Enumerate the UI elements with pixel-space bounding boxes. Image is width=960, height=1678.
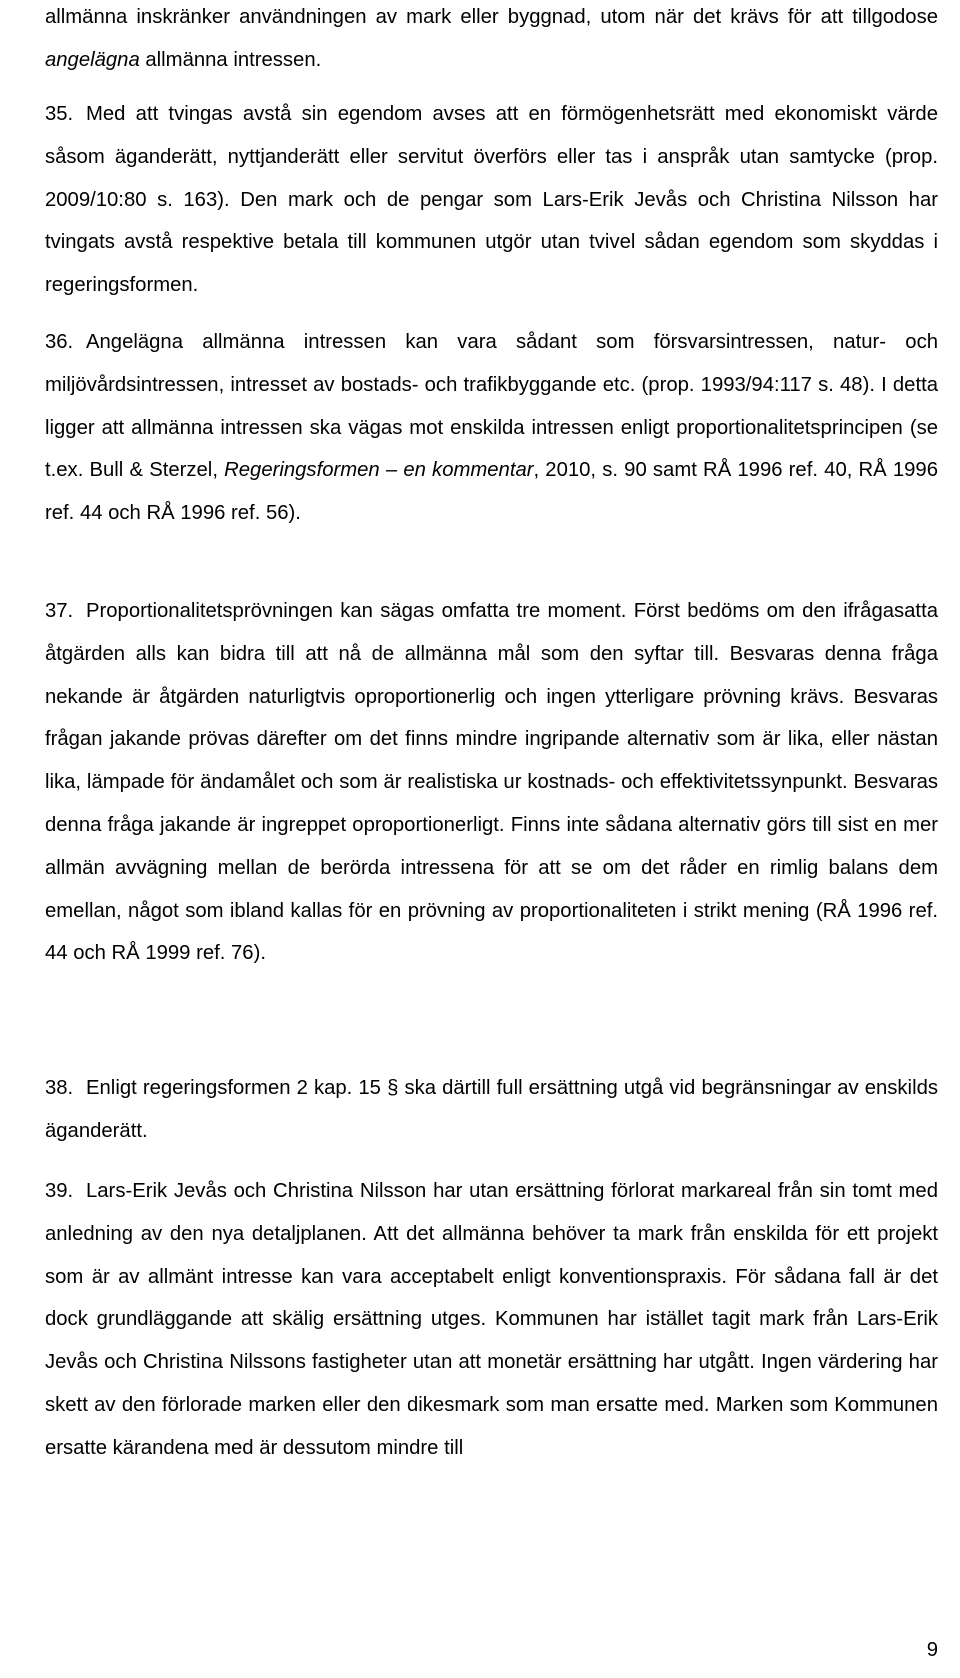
intro-text: allmänna inskränker användningen av mark eller byggnad, utom när det krävs för att tillgodose — [45, 6, 938, 28]
paragraph-number: 36. — [45, 331, 74, 353]
book-title-italic: Regeringsformen – en kommentar — [224, 459, 534, 482]
paragraph-text-continued: , 2010, s. 90 samt RÅ 1996 ref. 40, RÅ 1996 ref. 44 och RÅ 1996 ref. 56). — [45, 459, 938, 525]
paragraph-text: Proportionalitetsprövningen kan sägas omfatta tre moment. Först bedöms om den ifrågasatta åtgärden alls kan bidra till att nå de allmänna mål som den syftar till. Besvaras denna fråga nekande är åtgärden naturligtvis oproportionerlig och ingen ytterligare prövning krävs. Besvaras frågan jakande prövas därefter om det finns mindre ingripande alternativ som är lika, eller nästan lika, lämpade för ändamålet och som är realistiska ur kostnads- och effektivitetssynpunkt. Besvaras denna fråga jakande är ingreppet oproportionerligt. Finns inte sådana alternativ görs till sist en mer allmän avvägning mellan de berörda intressena för att se om det råder en rimlig balans dem emellan, något som ibland kallas för en prövning av proportionaliteten i strikt mening (RÅ 1996 ref. 44 och RÅ 1999 ref. 76). — [45, 600, 938, 965]
paragraph-38 — [45, 1067, 938, 1153]
intro-italic-text: angelägna — [45, 48, 140, 71]
paragraph-39 — [45, 1170, 938, 1470]
paragraph-number: 37. — [45, 600, 74, 622]
paragraph-number: 35. — [45, 103, 74, 125]
paragraph-number: 39. — [45, 1180, 74, 1202]
paragraph-text: Med att tvingas avstå sin egendom avses att en förmögenhetsrätt med ekonomiskt värde såsom äganderätt, nyttjanderätt eller servitut överförs eller tas i anspråk utan samtycke (prop. 2009/10:80 s. 163). Den mark och de pengar som Lars-Erik Jevås och Christina Nilsson har tvingats avstå respektive betala till kommunen utgör utan tvivel sådan egendom som skyddas i regeringsformen. — [45, 103, 938, 297]
paragraph-text: Enligt regeringsformen 2 kap. 15 § ska därtill full ersättning utgå vid begränsningar av enskilds äganderätt. — [45, 1077, 938, 1142]
paragraph-35 — [45, 93, 938, 307]
intro-tail-text: allmänna intressen. — [139, 48, 322, 71]
paragraph-number: 38. — [45, 1077, 74, 1099]
paragraph-37 — [45, 590, 938, 975]
paragraph-text: Lars-Erik Jevås och Christina Nilsson har utan ersättning förlorat markareal från sin tomt med anledning av den nya detaljplanen. Att det allmänna behöver ta mark från enskilda för ett projekt som är av allmänt intresse kan vara acceptabelt enligt konventionspraxis. För sådana fall är det dock grundläggande att skälig ersättning utges. Kommunen har istället tagit mark från Lars-Erik Jevås och Christina Nilssons fastigheter utan att monetär ersättning har utgått. Ingen värdering har skett av den förlorade marken eller den dikesmark som man ersatte med. Marken som Kommunen ersatte kärandena med är dessutom mindre till — [45, 1180, 938, 1459]
paragraph-36 — [45, 321, 938, 535]
intro-paragraph — [45, 0, 938, 82]
page-number: 9 — [926, 1639, 938, 1661]
paragraph-text: Angelägna allmänna intressen kan vara sådant som försvarsintressen, natur- och miljövårdsintressen, intresset av bostads- och trafikbyggande etc. (prop. 1993/94:117 s. 48). I detta ligger att allmänna intressen ska vägas mot enskilda intressen enligt proportionalitetsprincipen (se t.ex. Bull & Sterzel, — [45, 331, 938, 482]
